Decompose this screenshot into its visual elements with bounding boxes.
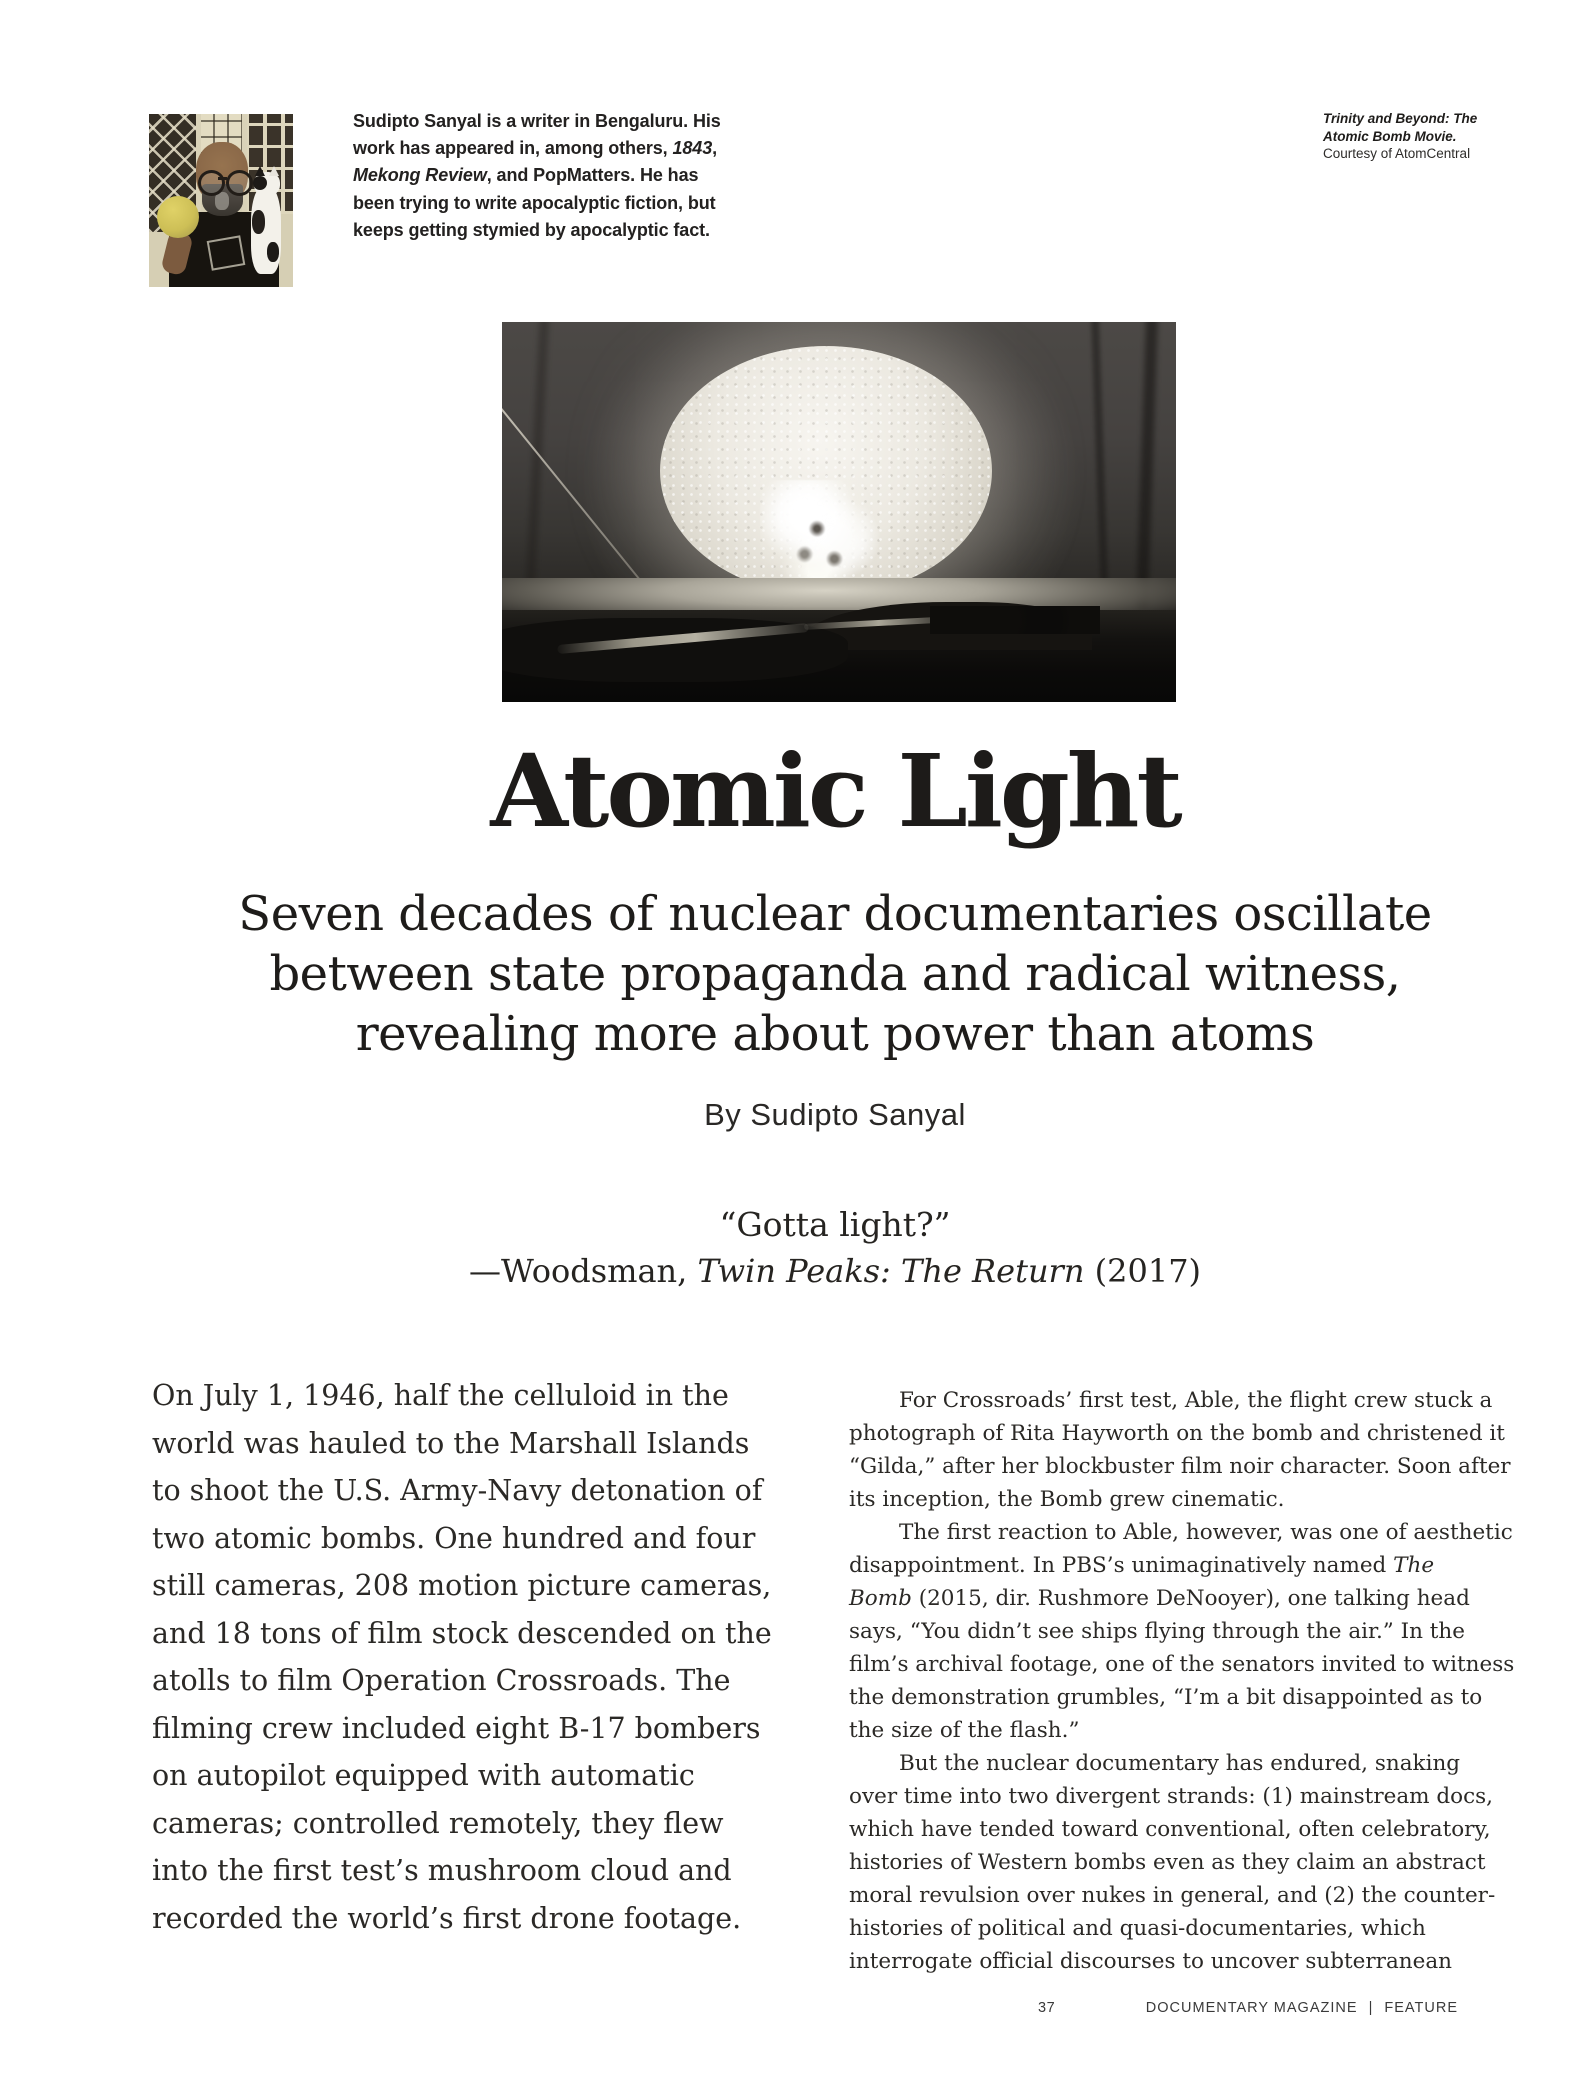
cat-patch [267,242,279,262]
cat-patch [252,210,265,234]
glasses-bridge [218,177,227,180]
footer-magazine-line [1143,2000,1461,2016]
body-column: For Crossroads’ first test, Able, the flight crew stuck a photograph of Rita Hayworth on the bomb and christened it “Gilda,” after her blockbuster film noir character. Soon after its inception, the Bomb grew cinematic. The first reaction to Able, however, was one of aesthetic disappointment. In PBS’s unimaginatively named The Bomb (2015, dir. Rushmore DeNooyer), one talking head says, “You didn’t see ships flying through the air.” In the film’s archival footage, one of the senators invited to witness the demonstration grumbles, “I’m a bit disappointed as to the size of the flash.” But the nuclear documentary has endured, snaking over time into two divergent strands: (1) mainstream docs, which have tended toward conventional, often celebratory, histories of Western bombs even as they claim an abstract moral revulsion over nukes in general, and (2) the counter- histories of political and quasi-documentaries, which interrogate official discourses to uncover subterranean [849,1388,1515,1974]
tree-silhouettes [930,606,1100,634]
footer-separator: | [1368,2000,1374,2016]
smoke-trail-right [1091,322,1109,606]
glasses-lens [226,170,253,196]
epigraph-attribution: —Woodsman, Twin Peaks: The Return (2017) [468,1252,1202,1290]
cat-ear [255,166,265,176]
page-title: Atomic Light [490,732,1180,850]
smoke-trail-right [1136,322,1158,609]
tshirt-graphic [207,235,246,270]
credit-film-title-line1: Trinity and Beyond: The [1323,111,1478,126]
fruit [157,196,199,238]
credit-courtesy: Courtesy of AtomCentral [1323,146,1471,162]
credit-film-title-line2: Atomic Bomb Movie. [1323,128,1457,144]
footer-magazine: DOCUMENTARY MAGAZINE [1145,2000,1358,2016]
epigraph-quote: “Gotta light?” [719,1205,951,1244]
author-photo [149,114,293,287]
hero-photo [502,322,1176,702]
lede-column: On July 1, 1946, half the celluloid in the world was hauled to the Marshall Islands to shoot the U.S. Army-Navy detonation of two atomic bombs. One hundred and four still cameras, 208 motion picture cameras, and 18 tons of film stock descended on the atolls to film Operation Crossroads. The filming crew included eight B-17 bombers on autopilot equipped with automatic cameras; controlled remotely, they flew into the first test’s mushroom cloud and recorded the world’s first drone footage. [152,1379,772,1935]
cat-ear [269,166,279,176]
photo-credit [1323,110,1533,163]
footer-section: FEATURE [1384,2000,1458,2016]
byline: By Sudipto Sanyal [704,1097,966,1132]
glasses-lens [198,170,225,196]
author-bio: Sudipto Sanyal is a writer in Bengaluru. His work has appeared in, among others, 1843, Mekong Review, and PopMatters. He has been trying to write apocalyptic fiction, but keeps getting stymied by apocalyptic fact. [353,111,721,240]
article-subtitle: Seven decades of nuclear documentaries oscillate between state propaganda and radical witness, revealing more about power than atoms [238,886,1432,1062]
cat-patch [253,176,267,190]
footer-page-number: 37 [1038,2000,1056,2016]
